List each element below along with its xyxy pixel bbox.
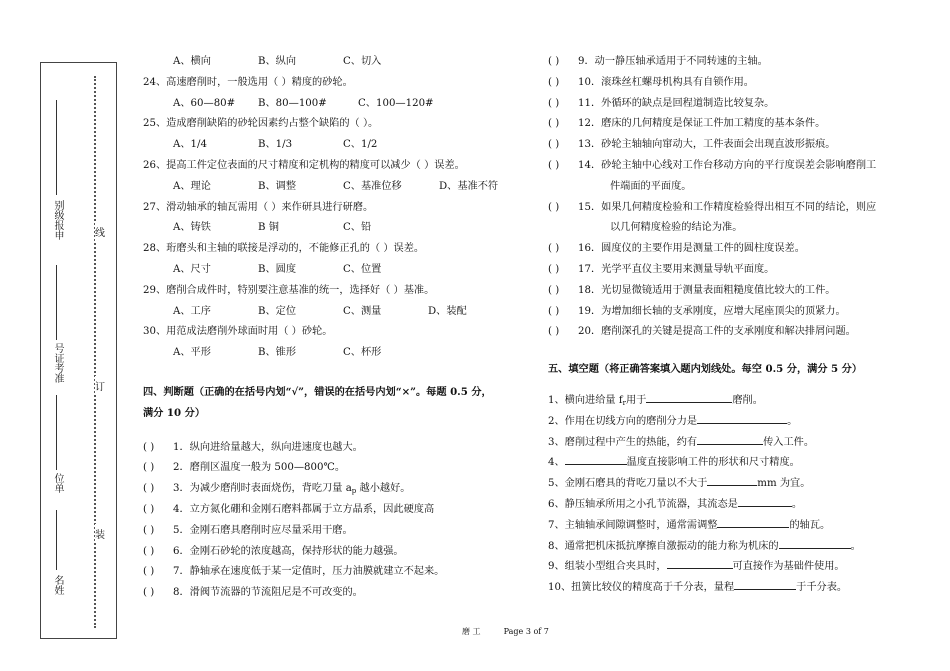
option: A、尺寸 — [173, 263, 211, 275]
fill-text: 于千分表。 — [796, 582, 848, 594]
question-27: 27、滑动轴承的轴瓦需用（ ）来作研具进行研磨。 — [143, 201, 374, 213]
judgment-text: 6．金刚石砂轮的浓度越高，保持形状的能力越强。 — [173, 545, 404, 557]
option: A、60—80# — [173, 97, 236, 109]
option: A、工序 — [173, 305, 211, 317]
option: D、装配 — [428, 305, 467, 317]
answer-blank[interactable] — [738, 494, 792, 507]
option: C、杯形 — [343, 347, 382, 359]
fill-text: 。 — [850, 540, 861, 552]
judgment-17 — [548, 260, 943, 281]
spacer — [548, 380, 943, 390]
option: A、平形 — [173, 347, 211, 359]
option: C、基准位移 — [343, 180, 402, 192]
option: C、切入 — [343, 56, 382, 67]
judgment-text: 4．立方氮化硼和金刚石磨料都属于立方晶系，因此硬度高 — [173, 503, 435, 515]
fill-text: 磨削。 — [732, 394, 763, 406]
cut-mark-line: 线 — [95, 222, 105, 241]
judgment-text: 18．光切显微镜适用于测量表面粗糙度值比较大的工件。 — [578, 284, 836, 296]
judgment-5 — [143, 521, 533, 542]
judgment-text: 9．动一静压轴承适用于不同转速的主轴。 — [578, 56, 768, 67]
fill-text: 传入工件。 — [763, 436, 815, 448]
right-column — [548, 52, 943, 598]
judgment-text: 11．外循环的缺点是回程道制造比较复杂。 — [578, 97, 775, 109]
judgment-2 — [143, 458, 533, 479]
judgment-16 — [548, 239, 943, 260]
subscript: r — [622, 398, 626, 407]
fill-text: 2、作用在切线方向的磨削分力是 — [548, 415, 698, 427]
judgment-text: 8．滑阀节流器的节流阻尼是不可改变的。 — [173, 587, 363, 599]
question-30: 30、用范成法磨削外球面时用（ ）砂轮。 — [143, 326, 333, 338]
binding-label-unit: 位单 — [52, 473, 63, 493]
q30-options — [143, 343, 533, 364]
q26-options — [143, 177, 533, 198]
fill-text: 4、 — [548, 457, 565, 469]
option: C、铅 — [343, 222, 372, 234]
answer-paren[interactable]: ( ) — [548, 263, 560, 275]
answer-blank[interactable] — [697, 432, 763, 445]
judgment-text: 14．砂轮主轴中心线对工作台移动方向的平行度误差会影响磨削工 — [578, 159, 877, 171]
fill-4 — [548, 452, 943, 473]
judgment-14-cont: 件端面的平面度。 — [610, 180, 692, 192]
footer-page-number: Page 3 of 7 — [503, 627, 549, 636]
answer-paren[interactable]: ( ) — [143, 524, 155, 536]
question-26: 26、提高工件定位表面的尺寸精度和定机构的精度可以减少（ ）误差。 — [143, 159, 465, 171]
answer-blank[interactable] — [734, 577, 796, 590]
judgment-10 — [548, 73, 943, 94]
question-28: 28、珩磨头和主轴的联接是浮动的，不能修正孔的（ ）误差。 — [143, 243, 425, 255]
judgment-text: 19．为增加细长轴的支承刚度，应增大尾座顶尖的顶紧力。 — [578, 305, 846, 317]
fill-6 — [548, 494, 943, 515]
fill-text: 6、静压轴承所用之小孔节流器，其流态是 — [548, 498, 738, 510]
judgment-15 — [548, 198, 943, 219]
answer-paren[interactable]: ( ) — [548, 243, 560, 255]
judgment-4 — [143, 500, 533, 521]
judgment-12 — [548, 114, 943, 135]
q29-options — [143, 302, 533, 323]
option: B 铜 — [258, 222, 279, 234]
fill-text: 8、通常把机床抵抗摩擦自激振动的能力称为机床的 — [548, 540, 779, 552]
judgment-text: 16．圆度仪的主要作用是测量工件的圆柱度误差。 — [578, 243, 805, 255]
answer-paren[interactable]: ( ) — [143, 462, 155, 474]
fill-text: mm 为宜。 — [757, 478, 811, 490]
fill-text: 9、组装小型组合夹具时， — [548, 561, 667, 573]
answer-paren[interactable]: ( ) — [548, 118, 560, 130]
answer-paren[interactable]: ( ) — [548, 305, 560, 317]
judgment-20 — [548, 322, 943, 343]
fill-text: 的轴瓦。 — [789, 519, 831, 531]
question-24: 24、高速磨削时，一般选用（ ）精度的砂轮。 — [143, 76, 353, 88]
section-4-heading-cont: 满分 10 分） — [143, 406, 206, 419]
answer-blank[interactable] — [779, 536, 851, 549]
answer-paren[interactable]: ( ) — [548, 159, 560, 171]
option: A、理论 — [173, 180, 211, 192]
question-29: 29、磨削合成件时，特别要注意基准的统一，选择好（ ）基准。 — [143, 284, 435, 296]
judgment-text: 1．纵向进给量越大，纵向进速度也越大。 — [173, 441, 363, 453]
judgment-18 — [548, 281, 943, 302]
answer-paren[interactable]: ( ) — [548, 97, 560, 109]
binding-fill-line — [56, 265, 57, 340]
answer-paren[interactable]: ( ) — [143, 483, 155, 495]
judgment-text: 17．光学平直仪主要用来测量导轨平面度。 — [578, 263, 775, 275]
fill-text: 可直接作为基础件使用。 — [732, 561, 845, 573]
binding-label-exam-id: 号证考准 — [52, 343, 63, 383]
cut-mark-bind: 装 — [95, 524, 105, 543]
answer-paren[interactable]: ( ) — [143, 566, 155, 578]
left-column — [143, 52, 533, 604]
option: A、横向 — [173, 56, 211, 67]
judgment-9 — [548, 52, 943, 73]
option: B、纵向 — [258, 56, 297, 67]
answer-paren[interactable]: ( ) — [548, 326, 560, 338]
fill-text: 。 — [787, 415, 798, 427]
spacer — [143, 364, 533, 382]
q23-options — [143, 52, 533, 73]
option: D、基准不符 — [439, 180, 499, 192]
judgment-text: 20．磨削深孔的关键是提高工件的支承刚度和解决排屑问题。 — [578, 326, 856, 338]
option: C、1/2 — [343, 139, 378, 151]
option: C、位置 — [343, 263, 382, 275]
fill-3 — [548, 432, 943, 453]
answer-paren[interactable]: ( ) — [548, 76, 560, 88]
q27-options — [143, 218, 533, 239]
answer-paren[interactable]: ( ) — [143, 587, 155, 599]
fill-text: 3、磨削过程中产生的热能，约有 — [548, 436, 698, 448]
answer-blank[interactable] — [667, 556, 733, 569]
judgment-text: 5．金刚石磨具磨削时应尽量采用干磨。 — [173, 524, 353, 536]
fill-7 — [548, 515, 943, 536]
answer-paren[interactable]: ( ) — [548, 284, 560, 296]
fill-text: 温度直接影响工件的形状和尺寸精度。 — [626, 457, 800, 469]
judgment-text: 15．如果几何精度检验和工作精度检验得出相互不同的结论，则应 — [578, 201, 877, 213]
fill-text: 10、扭簧比较仪的精度高于千分表，量程 — [548, 582, 735, 594]
fill-10 — [548, 577, 943, 598]
fill-1 — [548, 390, 943, 411]
page-footer — [462, 626, 549, 637]
judgment-7 — [143, 562, 533, 583]
judgment-text: 10．滚珠丝杠螺母机构具有自锁作用。 — [578, 76, 754, 88]
fill-text: 。 — [791, 498, 803, 510]
option: B、定位 — [258, 305, 297, 317]
binding-fill-line — [56, 100, 57, 195]
option: B、锥形 — [258, 347, 297, 359]
answer-blank[interactable] — [697, 411, 787, 424]
option: C、100—120# — [358, 97, 434, 109]
fill-text: 7、主轴轴承间隙调整时，通常需调整 — [548, 519, 718, 531]
answer-paren[interactable]: ( ) — [143, 545, 155, 557]
answer-blank[interactable] — [707, 473, 757, 486]
binding-label-name: 名姓 — [52, 575, 63, 595]
option: A、1/4 — [173, 139, 207, 151]
q25-options — [143, 135, 533, 156]
fill-text: 1、横向进给量 f — [548, 394, 623, 406]
judgment-6 — [143, 542, 533, 563]
binding-fill-line — [56, 510, 57, 570]
binding-label-exam-level: 别级报申 — [52, 200, 63, 240]
judgment-text: 13．砂轮主轴轴向窜动大，工件表面会出现直波形振痕。 — [578, 139, 836, 151]
judgment-15-cont: 以几何精度检验的结论为准。 — [610, 222, 743, 234]
option: B、80—100# — [258, 97, 327, 109]
judgment-text: 越小越好。 — [356, 483, 411, 495]
q28-options — [143, 260, 533, 281]
subscript: p — [351, 487, 357, 496]
fill-2 — [548, 411, 943, 432]
option: B、1/3 — [258, 139, 293, 151]
fill-9 — [548, 556, 943, 577]
spacer — [143, 424, 533, 438]
section-5-heading: 五、填空题（将正确答案填入题内划线处。每空 0.5 分，满分 5 分） — [548, 363, 863, 376]
fill-5 — [548, 473, 943, 494]
judgment-1 — [143, 438, 533, 459]
judgment-text: 2．磨削区温度一般为 500—800℃。 — [173, 462, 346, 474]
option: C、测量 — [343, 305, 382, 317]
answer-blank[interactable] — [646, 390, 732, 403]
judgment-13 — [548, 135, 943, 156]
answer-paren[interactable]: ( ) — [143, 503, 155, 515]
fill-text: 用于 — [625, 394, 647, 406]
fill-text: 5、金刚石磨具的背吃刀量以不大于 — [548, 478, 708, 490]
option: A、铸铁 — [173, 222, 211, 234]
judgment-14 — [548, 156, 943, 177]
binding-fill-line — [56, 395, 57, 470]
option: B、圆度 — [258, 263, 297, 275]
answer-blank[interactable] — [717, 515, 789, 528]
judgment-8 — [143, 583, 533, 604]
judgment-11 — [548, 94, 943, 115]
answer-paren[interactable]: ( ) — [548, 139, 560, 151]
answer-paren[interactable]: ( ) — [548, 201, 560, 213]
fill-8 — [548, 536, 943, 557]
section-4-heading: 四、判断题（正确的在括号内划“√”，错误的在括号内划“×”。每题 0.5 分， — [143, 385, 492, 398]
footer-subject: 磨 工 — [462, 627, 481, 636]
answer-paren[interactable]: ( ) — [143, 441, 155, 453]
judgment-text: 12．磨床的几何精度是保证工件加工精度的基本条件。 — [578, 118, 826, 130]
question-25: 25、造成磨削缺陷的砂轮因素约占整个缺陷的（ ）。 — [143, 118, 379, 130]
option: B、调整 — [258, 180, 297, 192]
spacer — [548, 343, 943, 359]
binding-cut-line — [94, 76, 96, 628]
judgment-3 — [143, 479, 533, 500]
cut-mark-staple: 订 — [95, 376, 105, 395]
answer-paren[interactable]: ( ) — [548, 56, 560, 67]
answer-blank[interactable] — [565, 452, 627, 465]
q24-options — [143, 94, 533, 115]
judgment-text: 3．为减少磨削时表面烧伤，背吃刀量 a — [173, 483, 352, 495]
judgment-text: 7．静轴承在速度低于某一定值时，压力油膜就建立不起来。 — [173, 566, 445, 578]
judgment-19 — [548, 302, 943, 323]
